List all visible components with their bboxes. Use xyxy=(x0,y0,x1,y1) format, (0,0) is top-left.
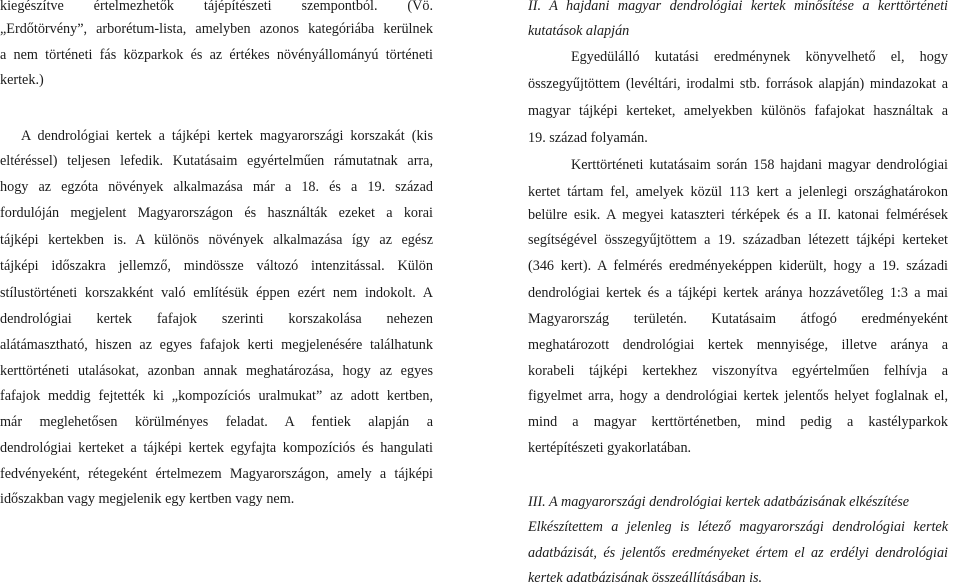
text-line: időszakban vagy megjelenik egy kertben vagy nem. xyxy=(0,491,295,507)
text-line: mind a magyar kerttörténetben, mind pedig a kastélyparkok xyxy=(528,414,948,430)
text-line: eltéréssel) teljesen lefedik. Kutatásaim egyértelműen rámutatnak arra, xyxy=(0,153,433,169)
text-line: a nem történeti fás közparkok és az értékes növényállományú történeti xyxy=(0,47,433,63)
text-line: Elkészítettem a jelenleg is létező magyarországi dendrológiai kertek xyxy=(528,519,948,535)
text-line: tájképi időszakra jellemző, mindössze változó intenzitással. Külön xyxy=(0,258,433,274)
text-line: kertépítészeti gyakorlatában. xyxy=(528,440,692,456)
text-line: fedvényeként, rétegeként értelmezem Magyarországon, amely a tájképi xyxy=(0,466,433,482)
section-heading: kutatások alapján xyxy=(528,23,630,39)
text-line: alátámasztható, hiszen az egyes fafajok kerti megjelenésére találhatunk xyxy=(0,337,433,353)
text-line: Egyedülálló kutatási eredménynek könyvelhető el, hogy xyxy=(571,49,948,65)
text-line: meghatározott dendrológiai kertek mennyisége, illetve aránya a xyxy=(528,337,948,353)
text-line: összegyűjtöttem (levéltári, irodalmi stb. források alapján) mindazokat a xyxy=(528,76,948,92)
text-line: Kerttörténeti kutatásaim során 158 hajdani magyar dendrológiai xyxy=(571,157,948,173)
text-line: 19. század folyamán. xyxy=(528,130,648,146)
text-line: magyar tájképi kerteket, amelyekben különös fafajokat használtak a xyxy=(528,103,948,119)
text-line: kertek.) xyxy=(0,72,44,88)
text-line: dendrológiai kerteket a tájképi kertek egyfajta kompozíciós és hangulati xyxy=(0,440,433,456)
text-line: kertek adatbázisának összeállításában is. xyxy=(528,570,763,586)
text-line: A dendrológiai kertek a tájképi kertek magyarországi korszakát (kis xyxy=(21,128,433,144)
text-line: kiegészítve értelmezhetők tájépítészeti szempontból. (Vö. xyxy=(0,0,433,14)
text-line: kertet tártam fel, amelyek közül 113 kert a jelenlegi országhatárokon xyxy=(528,184,948,200)
text-line: adatbázisát, és jelentős eredményeket értem el az erdélyi dendrológiai xyxy=(528,545,948,561)
text-line: fordulóján megjelent Magyarországon és használták ezeket a korai xyxy=(0,205,433,221)
text-line: hogy az egzóta növények alkalmazása már a 18. és a 19. század xyxy=(0,179,433,195)
text-line: Magyarország területén. Kutatásaim átfogó eredményeként xyxy=(528,311,948,327)
text-line: figyelmet arra, hogy a dendrológiai kertek jelentős helyet foglalnak el, xyxy=(528,388,948,404)
text-line: tájképi kertekben is. A különös növények alkalmazása így az egész xyxy=(0,232,433,248)
text-line: dendrológiai kertek fafajok szerinti korszakolása nehezen xyxy=(0,311,433,327)
text-line: korabeli tájképi kertekhez viszonyítva egyértelműen felhívja a xyxy=(528,363,948,379)
text-line: (346 kert). A felmérés eredményeképpen kiderült, hogy a 19. századi xyxy=(528,258,948,274)
text-line: fafajok meddig fejtették ki „kompozíciós uralmukat” az adott kertben, xyxy=(0,388,433,404)
text-line: kerttörténeti utalásokat, azonban annak meghatározása, hogy az egyes xyxy=(0,363,433,379)
text-line: segítségével összegyűjtöttem a 19. században létezett tájképi kerteket xyxy=(528,232,948,248)
section-heading: II. A hajdani magyar dendrológiai kertek minősítése a kerttörténeti xyxy=(528,0,948,14)
text-line: belülre esik. A megyei kataszteri térképek és a II. katonai felmérések xyxy=(528,207,948,223)
text-line: stílustörténeti korszakként való említésük éppen ezért nem indokolt. A xyxy=(0,285,433,301)
text-line: már meglehetősen körülményes feladat. A fentiek alapján a xyxy=(0,414,433,430)
text-line: dendrológiai kertek és a tájképi kertek aránya hozzávetőleg 1:3 a mai xyxy=(528,285,948,301)
text-line: „Erdőtörvény”, arborétum-lista, amelyben azonos kategóriába kerülnek xyxy=(0,21,433,37)
section-heading: III. A magyarországi dendrológiai kertek adatbázisának elkészítése xyxy=(528,494,910,510)
